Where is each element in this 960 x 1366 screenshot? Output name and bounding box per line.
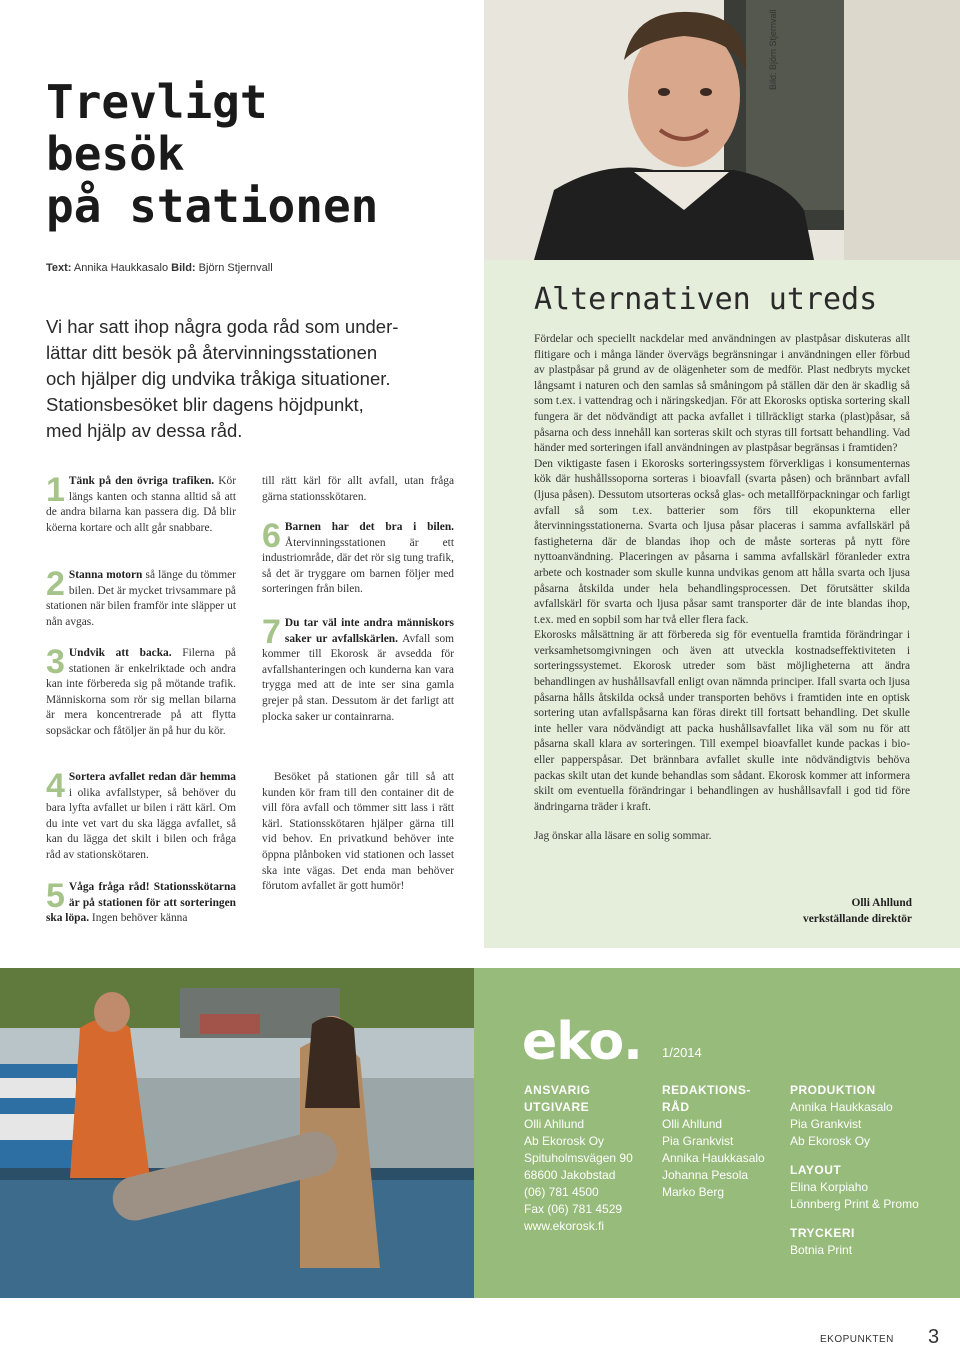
masthead-line: Johanna Pesola [662,1168,749,1182]
tip-number: 5 [46,877,65,915]
tip-number: 2 [46,565,65,603]
editorial-signature [780,896,912,927]
masthead-heading: PRODUKTION [790,1083,876,1097]
masthead-website-link[interactable]: www.ekorosk.fi [524,1219,605,1233]
tip-4 [46,767,236,864]
tip-number: 4 [46,767,65,805]
masthead-heading: LAYOUT [790,1163,842,1177]
portrait-photo [484,0,960,260]
masthead-line: Annika Haukkasalo [790,1100,893,1114]
masthead-publisher [524,1082,654,1235]
recycling-station-illustration [0,968,474,1298]
masthead-line: Ab Ekorosk Oy [524,1134,605,1148]
footer-section-name: EKOPUNKTEN [820,1334,894,1345]
masthead-line: Elina Korpiaho [790,1180,869,1194]
intro-line: lättar ditt besök på återvinningsstationen [46,342,378,363]
masthead-line: Lönnberg Print & Promo [790,1197,919,1211]
signature-title: verkställande direktör [803,912,912,925]
recycling-station-photo [0,968,474,1298]
editorial-paragraph: Fördelar och speciellt nackdelar med användningen av plastpåsar diskuteras allt flitigare och i många länder övervägs begränsningar i användningen eller förbud av plastpåsar på grund av de olägenheter som de medför. Plast nedbryts mycket långsamt i naturen och den samlas så småningom på ställen där den är skadlig så som t.ex. i vattendrag och i näringskedjan. För att Ekorosks optiska sortering skall fungera är det nödvändigt att packa avfallet i tillräckligt starka (plast)påsar, så påsarna och dess innehåll kan sorteras skilt och styras till fortsatt behandling. Vad händer med sorteringen ifall användningen av plastpåsar begränsas i framtiden? [534,333,910,455]
tip-5 [46,877,236,927]
intro-line: Stationsbesöket blir dagens höjdpunkt, [46,394,364,415]
editorial-paragraph: Ekorosks målsättning är att förbereda sig för eventuella framtida förändringar i verksamhetsomgivningen och även att utveckla kostnadseffektiviteten i sorteringssystemet. Ekorosk utreder som bäst möjligheterna att ändra behandlingen av hushållsavfall enligt ovan nämnda principer. Ifall svarta och ljusa påsarna hålls åtskilda också under transporten behövs i framtiden inte en optisk sortering utan avfallspåsarna kan föras direkt till fortsatt behandling. Det skulle inte heller vara nödvändigt att packa hushållsavfallet lika väl som nu för att påsarna skall klara av sorteringen. Till exempel bioavfallet kunde packas i bio- eller papperspåsar. Det brännbara avfallet skulle inte nödvändigtvis behöva packas skilt utan det kunde behandlas som sådant. Ekorosk kommer att informera skilt om eventuella förändringar i behandlingen av hushållsavfall i god tid före ändringarna träder i kraft. [534,629,910,813]
tip-number: 1 [46,471,65,509]
masthead-editorial-board [662,1082,782,1201]
photo-credit-text: Bild: Björn Stjernvall [768,9,778,90]
intro-line: och hjälper dig undvika tråkiga situationer. [46,368,391,389]
tip-continuation [262,474,454,505]
byline-author: Annika Haukkasalo [73,262,169,274]
masthead-line: Olli Ahllund [662,1117,723,1131]
page-number: 3 [928,1326,940,1348]
tip-text: till rätt kärl för allt avfall, utan fråga gärna stationsskötaren. [262,475,454,503]
masthead-line: Pia Grankvist [790,1117,862,1131]
portrait-illustration [484,0,960,260]
byline [46,262,273,274]
tip-text: så länge du tömmer bilen. Det är mycket trivsammare på stationen när bilen framför inte släpper ut nån avgas. [46,569,236,628]
tip-title: Tänk på den övriga trafiken. [68,475,215,487]
tip-6 [262,517,454,598]
tip-text: Återvinningsstationen är ett industriområde, där det rör sig tung trafik, så det är tryggare om barnen följer med sorteringen från bilen. [262,536,454,596]
editorial-title: Alternativen utreds [534,282,878,317]
tip-title: Barnen har det bra i bilen. [284,521,454,533]
masthead-heading: ANSVARIG [524,1083,591,1097]
masthead-line: Spituholmsvägen 90 [524,1151,633,1165]
byline-image-label: Bild: [171,262,196,274]
editorial-paragraph: Den viktigaste fasen i Ekorosks sorteringssystem förverkligas i konsumenternas kök där hushållssoporna sorteras i bioavfall (svarta påsen) och brännbart avfall (ljusa påsen). Dessutom utsorteras också glas- och metallförpackningar och farligt avfall så som t.ex. batterier som förs till ekopunkterna eller återvinningsstationerna. Svarta och ljusa påsar placeras i samma avfallskärl på fastigheterna där de blandas ihop och de måste sorteras på nytt före nyttoanvändning. Placeringen av påsarna i samma avfallskärl föranleder extra arbete och kostnader som skulle kunna undvikas genom att hålla svarta och ljusa påsarna åtskilda under hela behandlingsprocessen. Det förutsätter skilda avfallskärl för svarta och ljusa påsar samt transporter där de inte blandas ihop, t.ex. med en sopbil som har två eller flera fack. [534,457,910,626]
masthead-heading: TRYCKERI [790,1226,855,1240]
photo-credit [768,9,782,100]
masthead-line: Marko Berg [662,1185,725,1199]
intro-line: Vi har satt ihop några goda råd som under- [46,316,399,337]
masthead-line: Ab Ekorosk Oy [790,1134,871,1148]
tip-title: Våga fråga råd! Stationsskötarna är på stationen för att sorteringen ska löpa. [46,881,236,925]
tip-2 [46,565,236,630]
masthead-line: Fax (06) 781 4529 [524,1202,623,1216]
editorial-body [534,332,910,845]
intro-paragraph [46,314,466,444]
editorial-closing: Jag önskar alla läsare en solig sommar. [534,830,712,843]
masthead-line: Botnia Print [790,1243,853,1257]
masthead-heading: UTGIVARE [524,1100,590,1114]
tip-title: Undvik att backa. [68,647,172,659]
tip-3 [46,643,236,740]
tip-text: Kör längs kanten och stanna alltid så att de andra bilarna kan passera dig. Då blir köerna kortare och allt går snabbare. [46,475,237,534]
byline-text-label: Text: [46,262,72,274]
masthead-heading: REDAKTIONS- [662,1083,751,1097]
tip-number: 6 [262,517,281,555]
headline-line: Trevligt [46,75,268,129]
headline-line: besök [46,127,185,181]
masthead-line: Olli Ahllund [524,1117,585,1131]
tip-number: 3 [46,643,65,681]
tip-text: Filerna på stationen är enkelriktade och andra kan inte förbereda sig på mötande trafik. Människorna som rör sig mellan bilarna är mera koncentrerade på att flytta sopsäckar och fåtöljer än på hur du kör. [46,647,236,737]
tip-title: Stanna motorn [68,569,143,581]
tip-1 [46,471,237,536]
headline-line: på stationen [46,179,379,233]
tip-text: i olika avfallstyper, så behöver du bara lyfta avfallet ur bilen i rätt kärl. Om du inte vet vart du ska lägga avfallet, så kan du lägga det skilt i bilen och fråga råd av stationskötaren. [46,786,236,861]
tip-number: 7 [262,613,281,651]
masthead-production [790,1082,950,1259]
tip-text: Ingen behöver känna [91,912,188,925]
masthead-heading: RÅD [662,1100,690,1114]
signature-name: Olli Ahllund [851,897,912,909]
masthead-line: (06) 781 4500 [524,1185,599,1199]
tip-7 [262,613,454,725]
eko-logo: eko. [522,1012,642,1072]
article-headline [46,76,486,232]
tip-title: Sortera avfallet redan där hemma [68,771,236,783]
masthead-line: Pia Grankvist [662,1134,734,1148]
tip-text: Avfall som kommer till Ekorosk är avsedda för avfallshanteringen och kunderna kan vara trygga med att de inte ser sina gamla grejer på stan. Dessutom är det farligt att plocka saker ur containrarna. [262,632,454,723]
outro-text: Besöket på stationen går till så att kunden kör fram till den container dit de vill föra avfall och tömmer sitt lass i rätt kärl. Stationsskötaren hjälper gärna till vid behov. En privatkund behöver inte öppna plånboken vid stationen och lasset ska inte vägas. Det enda man behöver förutom avfallet är gott humör! [262,771,454,893]
outro-paragraph [262,770,454,895]
intro-line: med hjälp av dessa råd. [46,420,243,441]
byline-photographer: Björn Stjernvall [198,262,273,274]
issue-number: 1/2014 [662,1045,702,1060]
masthead-line: 68600 Jakobstad [524,1168,616,1182]
tip-title: Du tar väl inte andra människors saker ur avfallskärlen. [284,617,454,645]
masthead-line: Annika Haukkasalo [662,1151,765,1165]
